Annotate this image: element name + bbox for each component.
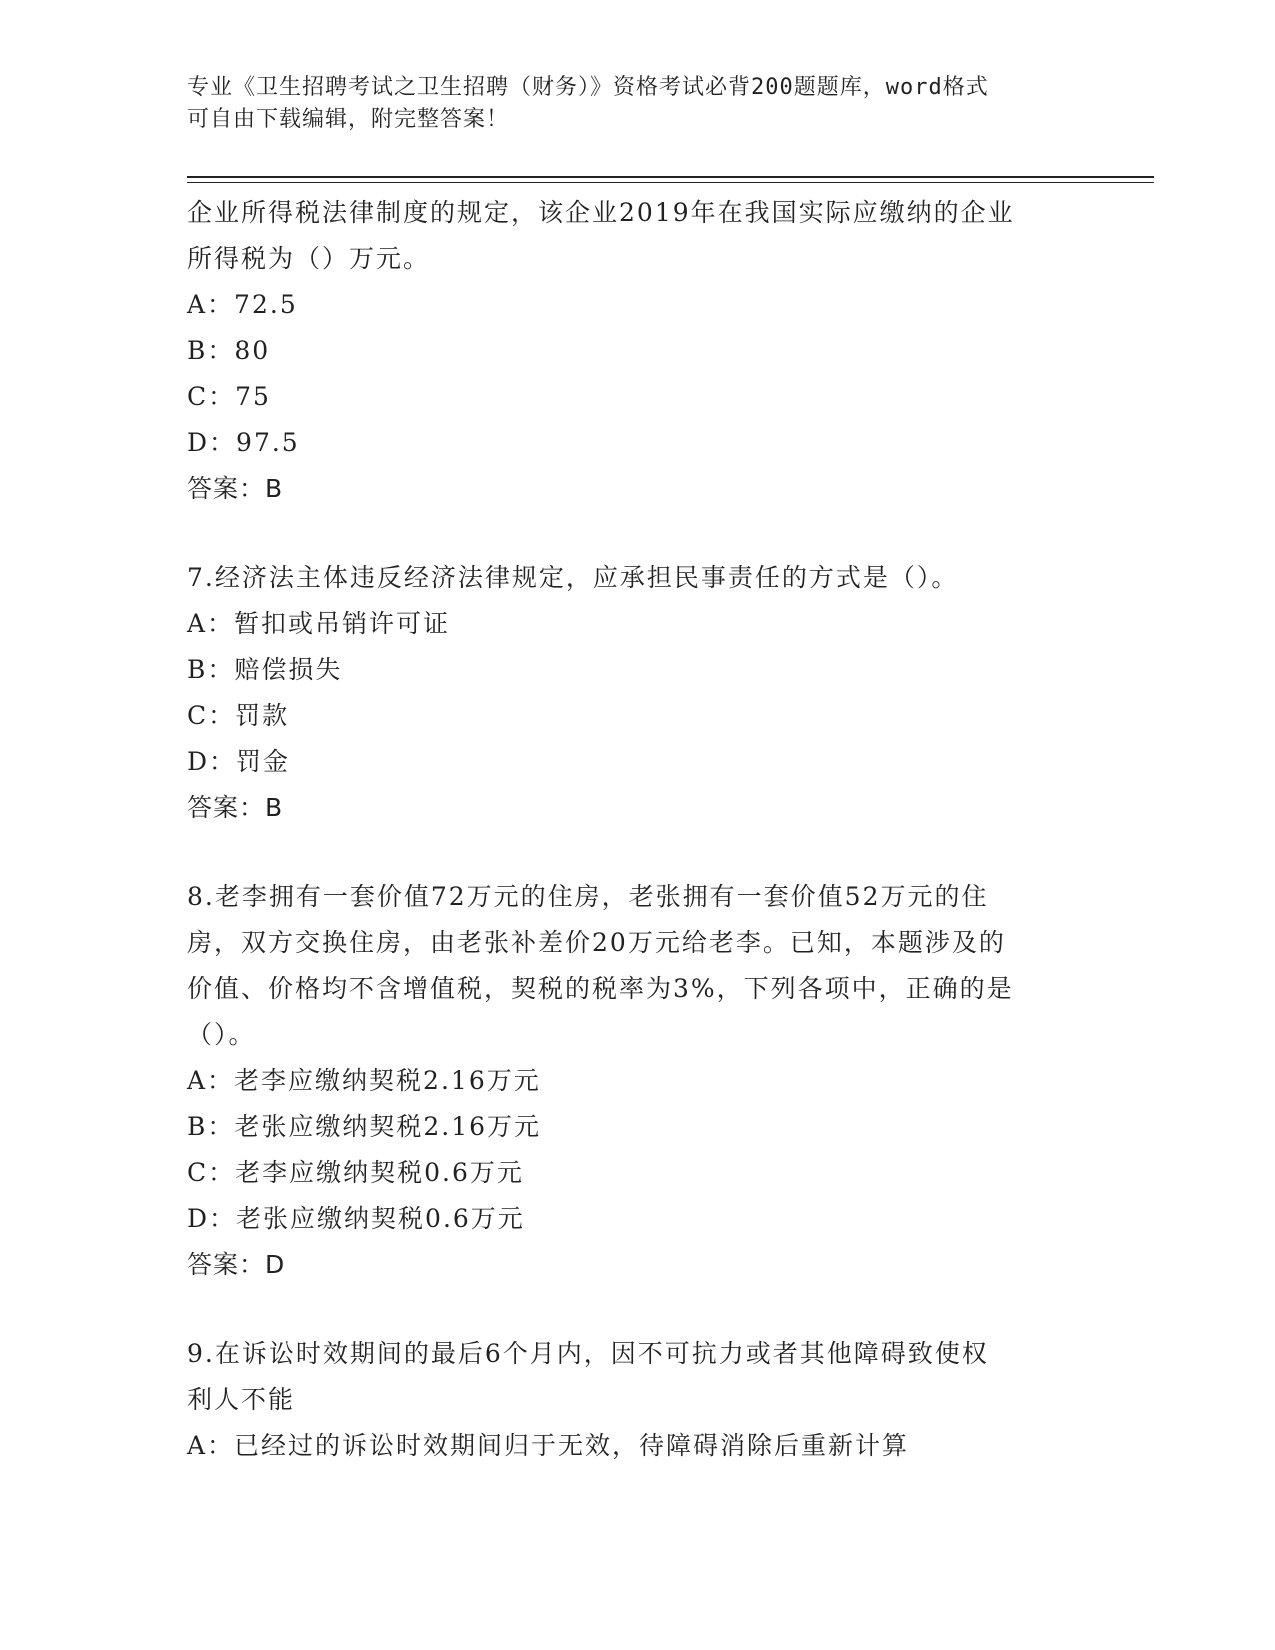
header-rule-thin: [187, 182, 1154, 183]
question-6: [187, 190, 1077, 512]
answer-line: 答案：D: [187, 1250, 286, 1279]
option-c: C：75: [187, 382, 271, 411]
option-d: D：罚金: [187, 747, 291, 776]
option-a: A：已经过的诉讼时效期间归于无效，待障碍消除后重新计算: [187, 1431, 910, 1460]
option-c: C：罚款: [187, 701, 290, 730]
option-b: B：老张应缴纳契税2.16万元: [187, 1112, 542, 1141]
option-a: A：72.5: [187, 290, 298, 319]
document-body: [187, 190, 1077, 1469]
spacer: [187, 831, 1077, 874]
question-stem-line: 9.在诉讼时效期间的最后6个月内，因不可抗力或者其他障碍致使权: [187, 1339, 989, 1368]
option-d: D：97.5: [187, 428, 300, 457]
spacer: [187, 1288, 1077, 1331]
option-a: A：暂扣或吊销许可证: [187, 609, 451, 638]
question-stem-line: 7.经济法主体违反经济法律规定，应承担民事责任的方式是（）。: [187, 563, 959, 592]
question-stem-line: 所得税为（）万元。: [187, 244, 431, 273]
question-7: [187, 555, 1077, 831]
question-9: [187, 1331, 1077, 1469]
header-rule-thick: [187, 176, 1154, 178]
option-d: D：老张应缴纳契税0.6万元: [187, 1204, 525, 1233]
question-8: [187, 874, 1077, 1288]
question-stem-line: （）。: [187, 1020, 256, 1049]
answer-line: 答案：B: [187, 474, 284, 503]
header-line-2: 可自由下载编辑，附完整答案！: [187, 107, 510, 132]
question-stem-line: 房，双方交换住房，由老张补差价20万元给老李。已知，本题涉及的: [187, 928, 1006, 957]
question-stem-line: 利人不能: [187, 1385, 296, 1414]
header-line-1: 专业《卫生招聘考试之卫生招聘（财务）》资格考试必背200题题库，word格式: [187, 75, 989, 100]
answer-line: 答案：B: [187, 793, 284, 822]
question-stem-line: 8.老李拥有一套价值72万元的住房，老张拥有一套价值52万元的住: [187, 882, 989, 911]
option-b: B：80: [187, 336, 271, 365]
option-a: A：老李应缴纳契税2.16万元: [187, 1066, 541, 1095]
option-b: B：赔偿损失: [187, 655, 343, 684]
document-header: [187, 72, 1067, 136]
spacer: [187, 512, 1077, 555]
question-stem-line: 价值、价格均不含增值税，契税的税率为3%，下列各项中，正确的是: [187, 974, 1014, 1003]
question-stem-line: 企业所得税法律制度的规定，该企业2019年在我国实际应缴纳的企业: [187, 198, 1015, 227]
option-c: C：老李应缴纳契税0.6万元: [187, 1158, 524, 1187]
